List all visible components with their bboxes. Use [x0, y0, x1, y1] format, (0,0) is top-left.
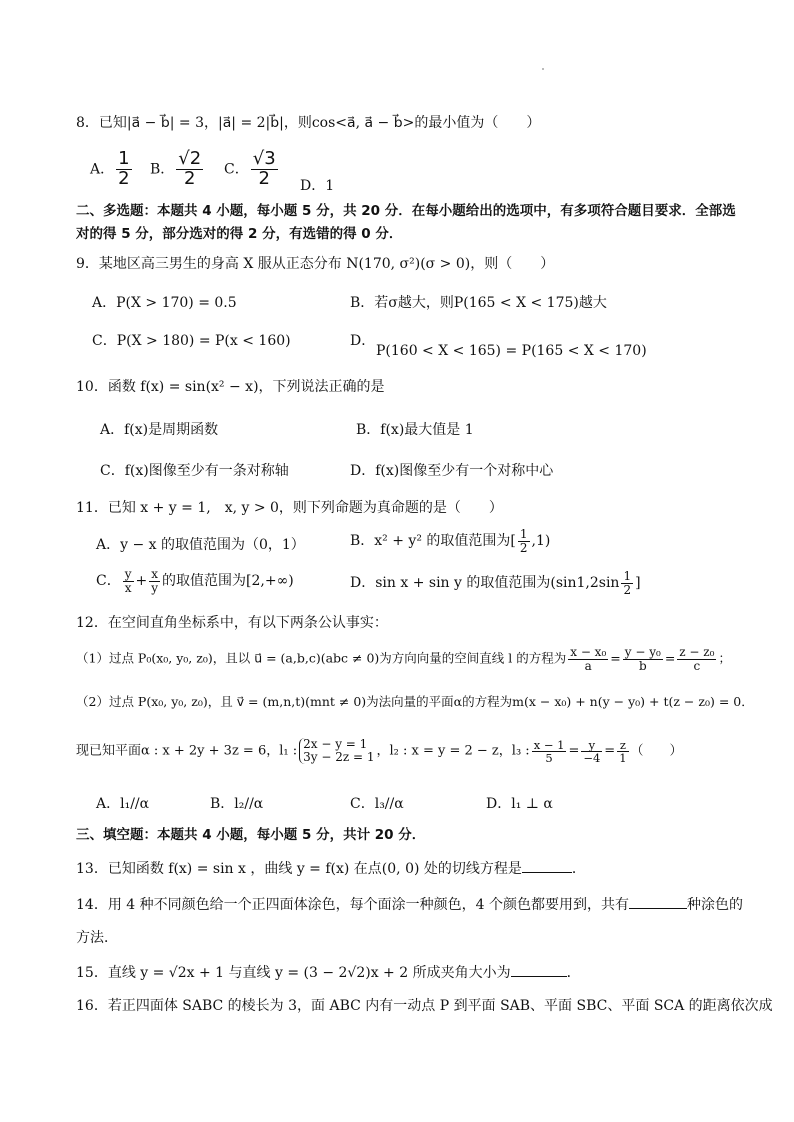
- q12-eq2: =: [664, 650, 676, 666]
- q11-option-b: [350, 528, 550, 554]
- q12-option-d: D．l₁ ⊥ α: [486, 796, 553, 812]
- q11-option-a: A．y − x 的取值范围为（0，1）: [96, 537, 305, 553]
- q11-option-d: [350, 570, 641, 596]
- q8-option-c: [224, 150, 280, 189]
- q12-fact1-frac-x: [568, 646, 608, 672]
- q12-fact1-end: ；: [718, 650, 731, 666]
- q12-f1-n1: x − x₀: [570, 645, 607, 659]
- q9-option-d-label: D．: [350, 333, 376, 349]
- q12-l3-d1: 5: [545, 750, 553, 765]
- q13-text: 13．已知函数 f(x) = sin x ，曲线 y = f(x) 在点(0, 0) 处的切线方程是: [76, 861, 522, 877]
- q11-c-f1-num: y: [124, 567, 132, 581]
- q8-a-den: 2: [118, 167, 130, 189]
- q11-c-f2-den: y: [151, 580, 159, 595]
- q12-l2: ，l₂ : x = y = 2 − z，: [376, 743, 512, 759]
- q8-option-d: D．1: [300, 178, 335, 194]
- q12-f1-d2: b: [638, 658, 647, 673]
- q14-line2: 方法．: [76, 930, 118, 946]
- q8-b-den: 2: [184, 167, 196, 189]
- q8-b-fraction: [176, 150, 203, 189]
- q12-l1-system: [299, 738, 374, 764]
- q12-plane: 现已知平面α : x + 2y + 3z = 6，: [76, 743, 280, 759]
- q8-c-fraction: [251, 150, 278, 189]
- q9-option-d: P(160 < X < 165) = P(165 < X < 170): [376, 343, 647, 359]
- q8-option-a: [90, 150, 134, 189]
- q12-l3-n3: z: [617, 739, 628, 752]
- q12-l1-row1: 2x − y = 1: [303, 737, 368, 751]
- q11-c-plus: +: [135, 573, 148, 590]
- q11-c-label: C．: [96, 573, 121, 590]
- q13: [76, 858, 586, 879]
- q12-fact1: [76, 646, 731, 672]
- q16: 16．若正四面体 SABC 的棱长为 3，面 ABC 内有一动点 P 到平面 SAB、平面 SBC、平面 SCA 的距离依次成: [76, 998, 773, 1014]
- q11-option-c: [96, 568, 294, 594]
- q15: [76, 962, 581, 983]
- q12-fact1-text: （1）过点 P₀(x₀, y₀, z₀)，且以 u⃗ = (a,b,c)(abc ≠ 0)为方向向量的空间直线 l 的方程为: [76, 650, 567, 666]
- q12-l3-d2: −4: [583, 750, 601, 765]
- q11-c-frac1: [123, 568, 134, 594]
- q12-l3-eq1: =: [568, 743, 580, 759]
- q11-b-den: 2: [519, 540, 528, 555]
- q12-option-a: A．l₁//α: [96, 796, 150, 812]
- q10-stem: 10．函数 f(x) = sin(x² − x)，下列说法正确的是: [76, 379, 385, 395]
- q8-c-num: √3: [252, 148, 276, 169]
- q11-c-post: 的取值范围为[2,+∞): [162, 573, 294, 590]
- q11-b-pre: B．x² + y² 的取值范围为[: [350, 533, 516, 550]
- section3-title: 三、填空题：本题共 4 小题，每小题 5 分，共计 20 分．: [76, 827, 426, 843]
- q11-d-fraction: [621, 570, 633, 596]
- q13-answer-blank[interactable]: [522, 858, 572, 873]
- q11-c-frac2: [149, 568, 160, 594]
- q12-fact1-frac-y: [623, 646, 663, 672]
- q8-b-label: B．: [150, 161, 175, 178]
- q9-option-c: C．P(X > 180) = P(x < 160): [92, 333, 291, 349]
- q12-option-c: C．l₃//α: [350, 796, 404, 812]
- q11-d-den: 2: [623, 582, 632, 597]
- q8-stem: 8．已知|a⃗ − b⃗| = 3，|a⃗| = 2|b⃗|，则cos<a⃗, a⃗ − b⃗>的最小值为（ ）: [76, 115, 541, 131]
- q10-option-c: C．f(x)图像至少有一条对称轴: [100, 463, 289, 479]
- section2-title-line1: 二、多选题：本题共 4 小题，每小题 5 分，共 20 分．在每小题给出的选项中，有多项符合题目要求．全部选: [76, 203, 736, 219]
- q10-option-b: B．f(x)最大值是 1: [356, 422, 474, 438]
- q12-f1-n2: y − y₀: [624, 645, 661, 659]
- q11-d-pre: D．sin x + sin y 的取值范围为(sin1,2sin: [350, 575, 620, 592]
- q8-option-b: [150, 150, 205, 189]
- q12-l3-n2: y: [581, 739, 602, 752]
- q12-eq1: =: [610, 650, 621, 666]
- q11-d-num: 1: [623, 569, 632, 583]
- q14: [76, 894, 743, 915]
- q12-f1-d3: c: [693, 658, 701, 673]
- q8-a-label: A．: [90, 161, 115, 178]
- section2-title-line2: 对的得 5 分，部分选对的得 2 分，有选错的得 0 分．: [76, 226, 403, 242]
- q8-a-num: 1: [118, 148, 130, 169]
- q12-option-b: B．l₂//α: [210, 796, 264, 812]
- q15-end: ．: [566, 965, 581, 981]
- q13-end: ．: [571, 861, 586, 877]
- q12-l3-label: l₃ :: [511, 743, 530, 759]
- q11-stem: 11．已知 x + y = 1, x, y > 0，则下列命题为真命题的是（ ）: [76, 500, 503, 516]
- q14-text: 14．用 4 种不同颜色给一个正四面体涂色，每个面涂一种颜色，4 个颜色都要用到，共有: [76, 897, 629, 913]
- q12-stem: 12．在空间直角坐标系中，有以下两条公认事实：: [76, 615, 388, 631]
- q9-option-a: A．P(X > 170) = 0.5: [92, 295, 237, 311]
- q8-a-fraction: [116, 150, 131, 189]
- q12-l1-label: l₁ :: [279, 743, 298, 759]
- q8-c-label: C．: [224, 161, 249, 178]
- q12-l3-d3: 1: [619, 750, 627, 765]
- q11-d-post: ]: [635, 575, 641, 592]
- q12-l3-eq2: =: [604, 743, 616, 759]
- scan-dot: [542, 68, 544, 70]
- q11-b-post: ,1): [531, 533, 551, 550]
- q8-c-den: 2: [258, 167, 270, 189]
- q11-b-fraction: [518, 528, 530, 554]
- q9-stem: 9．某地区高三男生的身高 X 服从正态分布 N(170, σ²)(σ > 0)，则（ ）: [76, 256, 555, 272]
- q10-option-a: A．f(x)是周期函数: [100, 422, 219, 438]
- q11-c-f1-den: x: [124, 580, 132, 595]
- q12-f1-d1: a: [584, 658, 592, 673]
- q8-b-num: √2: [178, 148, 202, 169]
- q9-option-b: B．若σ越大，则P(165 < X < 175)越大: [350, 295, 607, 311]
- q11-c-f2-num: x: [151, 567, 159, 581]
- q12-tail: （ ）: [630, 743, 683, 759]
- q14-end: 种涂色的: [686, 897, 743, 913]
- q14-answer-blank[interactable]: [629, 894, 687, 909]
- q12-l3-frac1: [532, 739, 567, 764]
- q12-l3-n1: x − 1: [533, 737, 565, 752]
- q15-text: 15．直线 y = √2x + 1 与直线 y = (3 − 2√2)x + 2 所成夹角大小为: [76, 965, 511, 981]
- q12-fact1-frac-z: [677, 646, 716, 672]
- q12-l1-row2: 3y − 2z = 1: [303, 750, 375, 765]
- q12-fact2: （2）过点 P(x₀, y₀, z₀)，且 v⃗ = (m,n,t)(mnt ≠ 0)为法向量的平面α的方程为m(x − x₀) + n(y − y₀) + t(z − z₀) = 0．: [76, 694, 754, 709]
- q12-f1-n3: z − z₀: [679, 645, 715, 659]
- q12-given: [76, 738, 683, 764]
- q12-l3-frac3: [617, 739, 628, 764]
- q10-option-d: D．f(x)图像至少有一个对称中心: [350, 463, 554, 479]
- q12-l3-frac2: [581, 739, 602, 764]
- q15-answer-blank[interactable]: [511, 962, 567, 977]
- q11-b-num: 1: [519, 527, 528, 541]
